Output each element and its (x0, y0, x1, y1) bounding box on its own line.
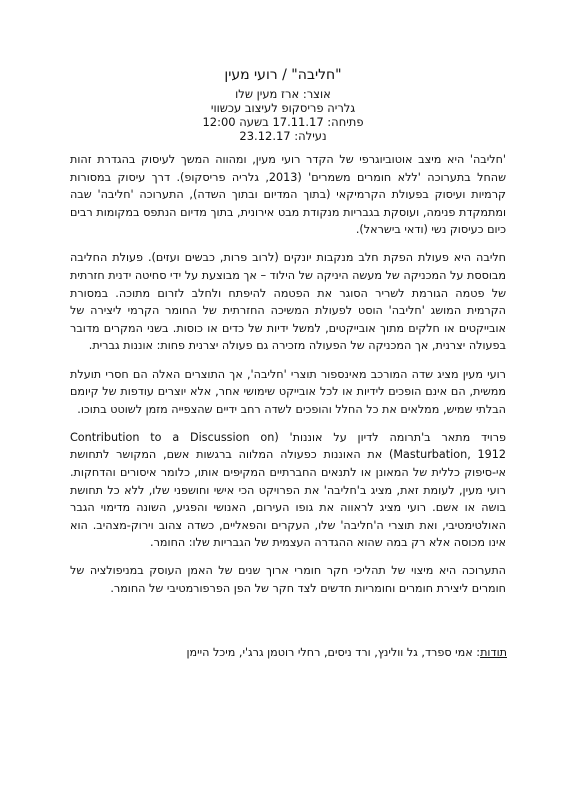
paragraph: 'חליבה' היא מיצב אוטוביוגרפי של הקדר רועי מעין, ומהווה המשך לעיסוק בהגדרת זהות שהחל בתערוכה 'ללא חומרים משמרים' (2013, גלריה פריסקופ). דרך עיסוק במסורות קרמיות ועיסוק בפעולת הקרמיקאי (בתוך המדיום ובתוך השדה), התערוכה 'חליבה' שבה ומתמקדת פנימה, ועוסקת בגבריות מנקודת מבט אירונית, בתוך מדיום הנתפס במקומות רבים כיום כעיסוק נשי (ודאי בישראל). (70, 153, 506, 237)
acknowledgements-names: אמי ספרד, גל וולינץ, ורד ניסים, רחלי רוטמן גרג'י, מיכל היימן (186, 646, 473, 659)
gallery-line: גלריה פריסקופ לעיצוב עכשווי (210, 101, 356, 115)
curator-line: אוצר: ארז מעין שלו (235, 87, 331, 101)
closing-line: נעילה: 23.12.17 (239, 129, 327, 143)
acknowledgements-colon: : (472, 646, 481, 659)
paragraph: פרויד מתאר ב'תרומה לדיון על אוננות' (Contribution to a Discussion on Masturbation, 1912) את האוננות כפעולה המלווה ברגשות אשם, המקושר לתחושת אי-סיפוק כללית של המאונן או לתנאים החברתיים המקיפים אותו, כלומר איסורים והדחקות. רועי מעין, לעומת זאת, מציג ב'חליבה' את הפרויקט הכי אישי וחושפני שלו, ללא כל תחושת בושה או אשם. רועי מציג לראווה את גופו העירום, האנושי והפגיע, השונה מדימוי הגבר האולטימטיבי, ואת תוצרי ה'חליבה' שלו, העקרים והפאליים, כשדה צהוב וירוק-מצהיב. הוא אינו מכוסה אלא רק במה שהוא ההגדרה העצמית של הגבריות שלו: החומר. (70, 430, 506, 550)
acknowledgements (186, 645, 507, 661)
paragraph: התערוכה היא מיצוי של תהליכי חקר חומרי ארוך שנים של האמן העוסק במניפולציה של חומרים ליצירת חומרים וחומריות חדשים לצד חקר של הפן הפרפורמטיבי של החומר. (70, 564, 506, 596)
acknowledgements-label: תודות (480, 646, 507, 659)
exhibition-body (70, 151, 506, 608)
exhibition-header (0, 66, 566, 143)
opening-line: פתיחה: 17.11.17 בשעה 12:00 (202, 115, 364, 129)
paragraph: רועי מעין מציג שדה המורכב מאינספור תוצרי 'חליבה', אך התוצרים האלה הם חסרי תועלת ממשית, הם אינם הופכים לידיות או לכל אובייקט שימושי אחר, אלא יוצרים עודפות של קיומם הבלתי שמיש, ממלאים את כל החלל והופכים לשדה רחב ידיים שהצפייה מזמן לשוטט בתוכו. (70, 367, 506, 416)
exhibition-title: "חליבה" / רועי מעין (224, 67, 342, 83)
paragraph: חליבה היא פעולת הפקת חלב מנקבות יונקים (לרוב פרות, כבשים ועזים). פעולת החליבה מבוססת על המכניקה של מעשה היניקה של הילוד – אך מבוצעת על ידי סחיטה ידנית חזרתית של פטמה הגורמת לשריר הסוגר את הפטמה להיפתח ולחלב לזרום מתוכה. במסורת הקרמית המושג 'חליבה' הוסט לפעולת המשיכה החזרתית של החומר הקרמי ליצירה של אובייקטים או חלקים מתוך אובייקטים, למשל ידיות של כדים או כוסות. בשני המקרים מדובר בפעולה יצרנית, אך המכניקה של הפעולה מזכירה גם פעולה יצרנית פחות: אוננות גברית. (70, 251, 506, 353)
